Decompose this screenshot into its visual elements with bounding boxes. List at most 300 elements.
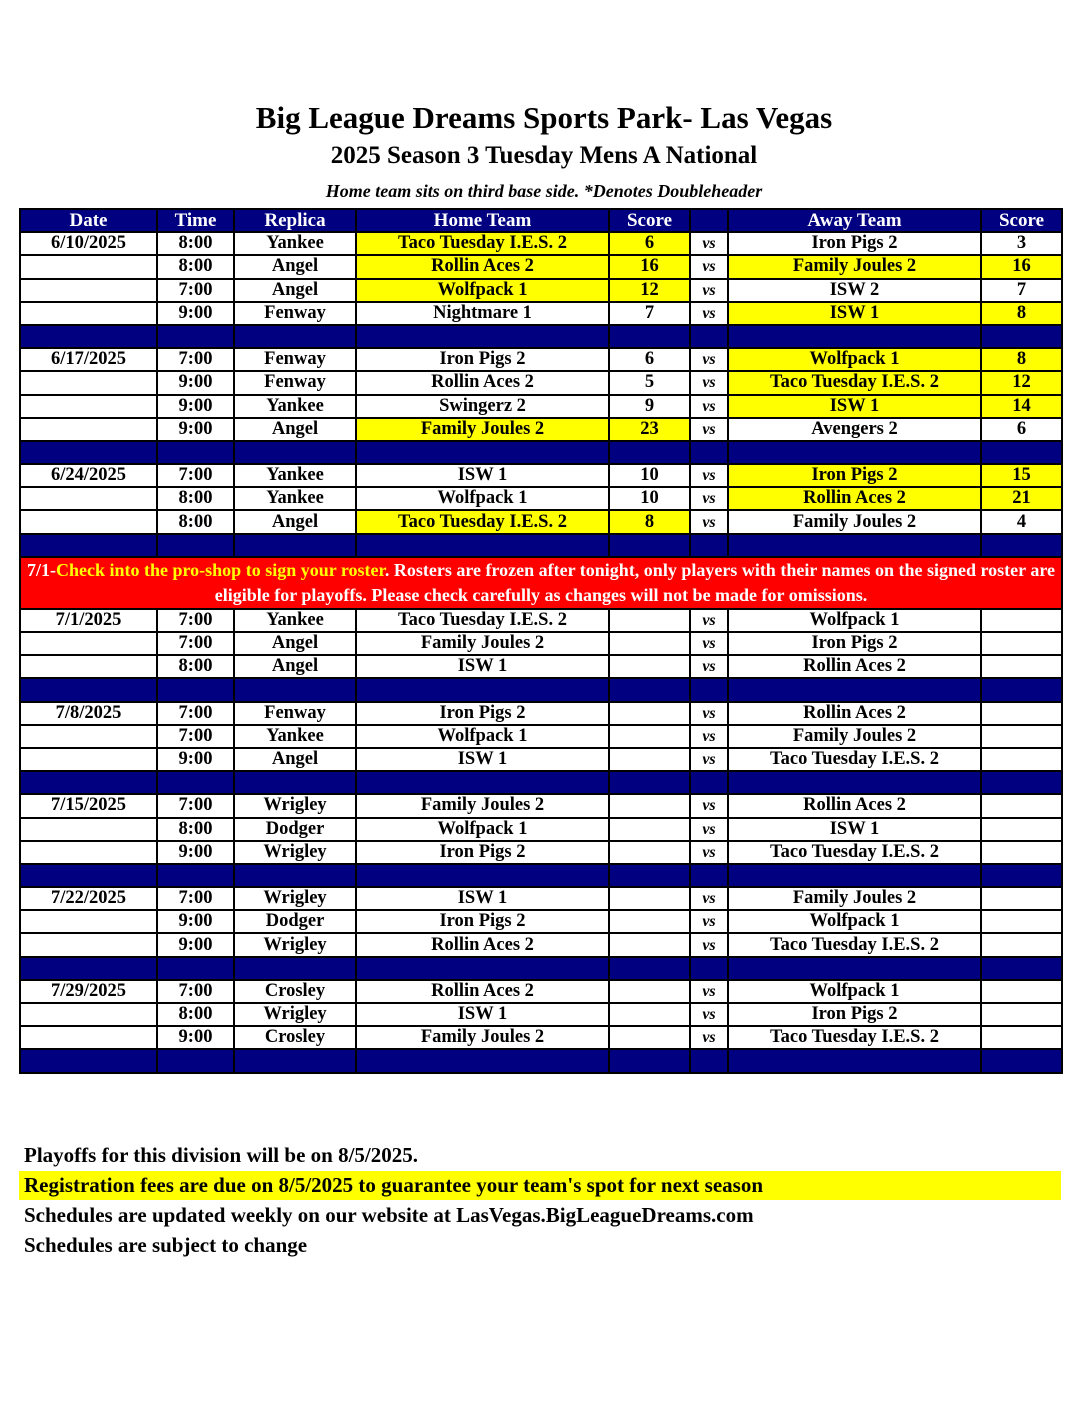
home-team: Family Joules 2: [356, 632, 609, 655]
away-score: [981, 980, 1062, 1003]
home-team: Swingerz 2: [356, 395, 609, 418]
separator-cell: [981, 325, 1062, 348]
vs-label: vs: [690, 818, 728, 841]
col-date-header: Date: [20, 209, 157, 232]
home-score: 8: [609, 510, 690, 533]
game-date: [20, 255, 157, 278]
game-row: [20, 279, 1062, 302]
home-team-note: Home team sits on third base side. *Denotes Doubleheader: [325, 181, 763, 201]
away-score: 8: [981, 302, 1062, 325]
game-row: [20, 371, 1062, 394]
game-date: 7/8/2025: [20, 702, 157, 725]
game-time: 9:00: [157, 841, 234, 864]
game-field: Wrigley: [234, 1003, 356, 1026]
game-date: [20, 395, 157, 418]
away-score: 21: [981, 487, 1062, 510]
page-title: Big League Dreams Sports Park- Las Vegas: [255, 100, 833, 135]
separator-cell: [981, 864, 1062, 887]
separator-cell: [609, 771, 690, 794]
game-field: Crosley: [234, 980, 356, 1003]
col-away-score-header: Score: [981, 209, 1062, 232]
away-score: [981, 655, 1062, 678]
away-team: Iron Pigs 2: [728, 632, 981, 655]
home-score: [609, 910, 690, 933]
game-row: [20, 232, 1062, 255]
game-field: Angel: [234, 510, 356, 533]
away-team: Taco Tuesday I.E.S. 2: [728, 841, 981, 864]
separator-cell: [234, 957, 356, 980]
game-row: [20, 632, 1062, 655]
game-time: 7:00: [157, 348, 234, 371]
away-score: [981, 748, 1062, 771]
away-score: [981, 933, 1062, 956]
away-score: [981, 725, 1062, 748]
game-time: 9:00: [157, 395, 234, 418]
game-date: [20, 1026, 157, 1049]
game-time: 7:00: [157, 702, 234, 725]
game-row: [20, 702, 1062, 725]
game-date: [20, 818, 157, 841]
home-team: Family Joules 2: [356, 418, 609, 441]
vs-label: vs: [690, 609, 728, 632]
game-row: [20, 910, 1062, 933]
registration-note: Registration fees are due on 8/5/2025 to guarantee your team's spot for next season: [19, 1171, 1061, 1200]
home-team: Wolfpack 1: [356, 279, 609, 302]
game-date: [20, 655, 157, 678]
separator-cell: [609, 1049, 690, 1072]
game-date: 7/29/2025: [20, 980, 157, 1003]
home-score: 9: [609, 395, 690, 418]
home-team: ISW 1: [356, 464, 609, 487]
separator-cell: [356, 864, 609, 887]
game-date: 6/17/2025: [20, 348, 157, 371]
away-team: Wolfpack 1: [728, 980, 981, 1003]
vs-label: vs: [690, 910, 728, 933]
vs-label: vs: [690, 395, 728, 418]
separator-cell: [356, 771, 609, 794]
vs-label: vs: [690, 487, 728, 510]
away-team: Family Joules 2: [728, 255, 981, 278]
notice-emphasis: Check into the pro-shop to sign your roster: [56, 559, 385, 580]
home-team: ISW 1: [356, 1003, 609, 1026]
away-team: Rollin Aces 2: [728, 794, 981, 817]
notice-date-prefix: 7/1-: [27, 559, 56, 580]
vs-label: vs: [690, 279, 728, 302]
separator-cell: [690, 1049, 728, 1072]
vs-label: vs: [690, 794, 728, 817]
game-field: Fenway: [234, 348, 356, 371]
col-home-team-header: Home Team: [356, 209, 609, 232]
separator-cell: [690, 325, 728, 348]
game-time: 7:00: [157, 609, 234, 632]
home-team: Rollin Aces 2: [356, 933, 609, 956]
game-time: 8:00: [157, 232, 234, 255]
col-vs-header: [690, 209, 728, 232]
game-field: Fenway: [234, 702, 356, 725]
game-time: 9:00: [157, 371, 234, 394]
col-time-header: Time: [157, 209, 234, 232]
away-team: Iron Pigs 2: [728, 1003, 981, 1026]
game-row: [20, 395, 1062, 418]
home-team: Wolfpack 1: [356, 725, 609, 748]
vs-label: vs: [690, 702, 728, 725]
week-separator-row: [20, 957, 1062, 980]
away-team: Rollin Aces 2: [728, 487, 981, 510]
separator-cell: [356, 678, 609, 701]
separator-cell: [20, 957, 157, 980]
away-score: [981, 702, 1062, 725]
vs-label: vs: [690, 933, 728, 956]
home-team: ISW 1: [356, 887, 609, 910]
away-score: [981, 841, 1062, 864]
home-team: ISW 1: [356, 655, 609, 678]
separator-cell: [157, 864, 234, 887]
separator-cell: [728, 325, 981, 348]
home-team: Rollin Aces 2: [356, 980, 609, 1003]
game-date: [20, 725, 157, 748]
schedule-body: [20, 232, 1062, 1072]
vs-label: vs: [690, 348, 728, 371]
separator-cell: [981, 441, 1062, 464]
home-team: Wolfpack 1: [356, 818, 609, 841]
home-score: [609, 609, 690, 632]
vs-label: vs: [690, 725, 728, 748]
away-team: Rollin Aces 2: [728, 702, 981, 725]
game-time: 8:00: [157, 510, 234, 533]
home-score: [609, 818, 690, 841]
week-separator-row: [20, 441, 1062, 464]
separator-cell: [609, 957, 690, 980]
separator-cell: [157, 771, 234, 794]
home-team: Wolfpack 1: [356, 487, 609, 510]
vs-label: vs: [690, 464, 728, 487]
separator-cell: [690, 678, 728, 701]
away-team: Rollin Aces 2: [728, 655, 981, 678]
separator-cell: [728, 864, 981, 887]
away-score: [981, 887, 1062, 910]
game-time: 9:00: [157, 910, 234, 933]
vs-label: vs: [690, 980, 728, 1003]
away-team: Iron Pigs 2: [728, 464, 981, 487]
playoffs-note: Playoffs for this division will be on 8/5/2025.: [24, 1143, 418, 1167]
separator-cell: [356, 534, 609, 557]
week-separator-row: [20, 325, 1062, 348]
game-field: Angel: [234, 255, 356, 278]
away-team: Taco Tuesday I.E.S. 2: [728, 371, 981, 394]
separator-cell: [981, 1049, 1062, 1072]
separator-cell: [20, 1049, 157, 1072]
game-row: [20, 980, 1062, 1003]
game-row: [20, 794, 1062, 817]
game-row: [20, 348, 1062, 371]
separator-cell: [234, 771, 356, 794]
separator-cell: [690, 864, 728, 887]
game-time: 7:00: [157, 632, 234, 655]
home-team: Family Joules 2: [356, 1026, 609, 1049]
game-row: [20, 510, 1062, 533]
away-score: 14: [981, 395, 1062, 418]
home-score: [609, 748, 690, 771]
game-date: [20, 279, 157, 302]
game-date: [20, 748, 157, 771]
game-field: Dodger: [234, 910, 356, 933]
home-score: [609, 841, 690, 864]
separator-cell: [981, 534, 1062, 557]
week-separator-row: [20, 534, 1062, 557]
roster-notice-row: [20, 557, 1062, 609]
game-time: 8:00: [157, 487, 234, 510]
game-row: [20, 933, 1062, 956]
week-separator-row: [20, 771, 1062, 794]
game-time: 8:00: [157, 818, 234, 841]
away-score: [981, 1026, 1062, 1049]
game-row: [20, 818, 1062, 841]
separator-cell: [20, 441, 157, 464]
game-field: Angel: [234, 418, 356, 441]
game-date: 6/10/2025: [20, 232, 157, 255]
away-score: 15: [981, 464, 1062, 487]
separator-cell: [690, 534, 728, 557]
separator-cell: [728, 441, 981, 464]
away-score: 12: [981, 371, 1062, 394]
vs-label: vs: [690, 1003, 728, 1026]
home-score: 6: [609, 232, 690, 255]
home-team: Iron Pigs 2: [356, 910, 609, 933]
vs-label: vs: [690, 655, 728, 678]
home-team: Taco Tuesday I.E.S. 2: [356, 609, 609, 632]
game-date: [20, 302, 157, 325]
game-row: [20, 418, 1062, 441]
vs-label: vs: [690, 418, 728, 441]
separator-cell: [20, 325, 157, 348]
home-score: 10: [609, 487, 690, 510]
separator-cell: [356, 957, 609, 980]
website-note: Schedules are updated weekly on our website at LasVegas.BigLeagueDreams.com: [24, 1203, 754, 1227]
home-score: 10: [609, 464, 690, 487]
home-score: [609, 725, 690, 748]
separator-cell: [981, 678, 1062, 701]
separator-cell: [234, 1049, 356, 1072]
game-time: 8:00: [157, 1003, 234, 1026]
week-separator-row: [20, 864, 1062, 887]
game-row: [20, 464, 1062, 487]
separator-cell: [690, 441, 728, 464]
vs-label: vs: [690, 841, 728, 864]
game-date: [20, 933, 157, 956]
vs-label: vs: [690, 371, 728, 394]
separator-cell: [981, 771, 1062, 794]
away-team: Wolfpack 1: [728, 348, 981, 371]
away-score: 3: [981, 232, 1062, 255]
game-field: Yankee: [234, 232, 356, 255]
home-team: Iron Pigs 2: [356, 702, 609, 725]
home-score: 7: [609, 302, 690, 325]
game-field: Wrigley: [234, 841, 356, 864]
separator-cell: [20, 678, 157, 701]
schedule-table: [19, 208, 1063, 1074]
separator-cell: [609, 325, 690, 348]
away-score: [981, 632, 1062, 655]
separator-cell: [609, 534, 690, 557]
game-date: [20, 632, 157, 655]
vs-label: vs: [690, 887, 728, 910]
home-score: [609, 980, 690, 1003]
game-field: Fenway: [234, 302, 356, 325]
home-score: [609, 1003, 690, 1026]
game-time: 7:00: [157, 980, 234, 1003]
game-field: Wrigley: [234, 887, 356, 910]
separator-cell: [356, 441, 609, 464]
game-date: 7/15/2025: [20, 794, 157, 817]
game-time: 7:00: [157, 725, 234, 748]
page-subtitle: 2025 Season 3 Tuesday Mens A National: [330, 142, 758, 169]
week-separator-row: [20, 1049, 1062, 1072]
notice-text: . Rosters are frozen after tonight, only players with their names on the signed roster are eligible for playoffs. Please check carefully as changes will not be made for omissions.: [214, 559, 1055, 605]
game-field: Angel: [234, 632, 356, 655]
vs-label: vs: [690, 255, 728, 278]
home-score: [609, 794, 690, 817]
game-row: [20, 1003, 1062, 1026]
roster-notice: [20, 557, 1062, 609]
separator-cell: [234, 678, 356, 701]
separator-cell: [356, 325, 609, 348]
away-team: ISW 2: [728, 279, 981, 302]
vs-label: vs: [690, 302, 728, 325]
separator-cell: [609, 441, 690, 464]
separator-cell: [609, 864, 690, 887]
home-score: [609, 655, 690, 678]
game-date: [20, 841, 157, 864]
game-row: [20, 487, 1062, 510]
vs-label: vs: [690, 1026, 728, 1049]
game-time: 7:00: [157, 887, 234, 910]
separator-cell: [609, 678, 690, 701]
home-score: 5: [609, 371, 690, 394]
away-score: 16: [981, 255, 1062, 278]
separator-cell: [234, 864, 356, 887]
game-row: [20, 609, 1062, 632]
away-score: 6: [981, 418, 1062, 441]
vs-label: vs: [690, 232, 728, 255]
away-team: Iron Pigs 2: [728, 232, 981, 255]
game-time: 9:00: [157, 748, 234, 771]
vs-label: vs: [690, 748, 728, 771]
separator-cell: [157, 678, 234, 701]
separator-cell: [356, 1049, 609, 1072]
separator-cell: [234, 325, 356, 348]
game-time: 8:00: [157, 255, 234, 278]
home-score: [609, 887, 690, 910]
subject-to-change-note: Schedules are subject to change: [24, 1233, 308, 1257]
away-team: Family Joules 2: [728, 887, 981, 910]
away-team: Wolfpack 1: [728, 609, 981, 632]
away-score: [981, 1003, 1062, 1026]
away-team: Wolfpack 1: [728, 910, 981, 933]
separator-cell: [157, 441, 234, 464]
home-team: Iron Pigs 2: [356, 841, 609, 864]
home-team: Nightmare 1: [356, 302, 609, 325]
separator-cell: [728, 957, 981, 980]
table-header-row: [20, 209, 1062, 232]
game-row: [20, 748, 1062, 771]
separator-cell: [157, 1049, 234, 1072]
home-team: Rollin Aces 2: [356, 371, 609, 394]
col-away-team-header: Away Team: [728, 209, 981, 232]
game-date: 6/24/2025: [20, 464, 157, 487]
game-field: Yankee: [234, 464, 356, 487]
game-time: 8:00: [157, 655, 234, 678]
away-score: 7: [981, 279, 1062, 302]
away-score: 4: [981, 510, 1062, 533]
game-time: 7:00: [157, 794, 234, 817]
game-field: Yankee: [234, 395, 356, 418]
separator-cell: [157, 534, 234, 557]
away-team: Family Joules 2: [728, 510, 981, 533]
game-field: Wrigley: [234, 933, 356, 956]
separator-cell: [20, 864, 157, 887]
game-row: [20, 887, 1062, 910]
game-time: 9:00: [157, 302, 234, 325]
separator-cell: [981, 957, 1062, 980]
vs-label: vs: [690, 510, 728, 533]
home-score: 16: [609, 255, 690, 278]
game-field: Angel: [234, 279, 356, 302]
game-row: [20, 1026, 1062, 1049]
home-score: 12: [609, 279, 690, 302]
separator-cell: [728, 1049, 981, 1072]
game-time: 9:00: [157, 418, 234, 441]
game-row: [20, 302, 1062, 325]
game-field: Angel: [234, 655, 356, 678]
home-score: [609, 933, 690, 956]
home-score: [609, 702, 690, 725]
home-team: ISW 1: [356, 748, 609, 771]
game-row: [20, 255, 1062, 278]
game-date: [20, 910, 157, 933]
home-team: Rollin Aces 2: [356, 255, 609, 278]
separator-cell: [157, 325, 234, 348]
game-date: 7/22/2025: [20, 887, 157, 910]
separator-cell: [234, 534, 356, 557]
separator-cell: [234, 441, 356, 464]
game-row: [20, 841, 1062, 864]
away-score: 8: [981, 348, 1062, 371]
separator-cell: [728, 771, 981, 794]
game-time: 7:00: [157, 464, 234, 487]
away-team: Taco Tuesday I.E.S. 2: [728, 748, 981, 771]
away-score: [981, 609, 1062, 632]
home-team: Family Joules 2: [356, 794, 609, 817]
home-score: [609, 632, 690, 655]
game-field: Angel: [234, 748, 356, 771]
separator-cell: [690, 957, 728, 980]
game-row: [20, 655, 1062, 678]
home-team: Taco Tuesday I.E.S. 2: [356, 232, 609, 255]
vs-label: vs: [690, 632, 728, 655]
away-team: ISW 1: [728, 302, 981, 325]
game-time: 9:00: [157, 933, 234, 956]
game-row: [20, 725, 1062, 748]
separator-cell: [728, 678, 981, 701]
separator-cell: [690, 771, 728, 794]
col-home-score-header: Score: [609, 209, 690, 232]
game-field: Dodger: [234, 818, 356, 841]
col-replica-header: Replica: [234, 209, 356, 232]
away-team: Avengers 2: [728, 418, 981, 441]
game-date: [20, 510, 157, 533]
home-score: 23: [609, 418, 690, 441]
home-score: [609, 1026, 690, 1049]
